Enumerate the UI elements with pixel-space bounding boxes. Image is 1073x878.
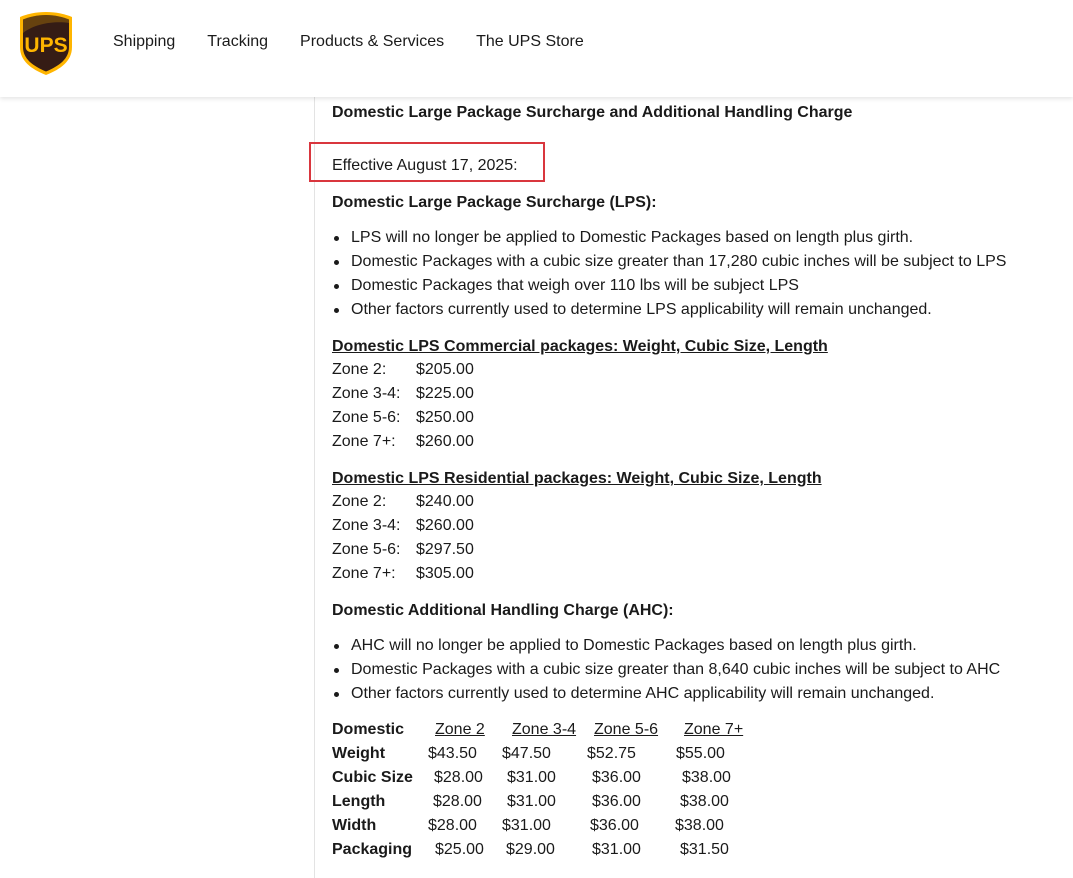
table-cell: $28.00 <box>428 817 477 834</box>
ups-logo[interactable] <box>19 11 73 76</box>
page-title: Domestic Large Package Surcharge and Additional Handling Charge <box>332 104 853 121</box>
table-cell: $55.00 <box>676 745 725 762</box>
zone-label: Zone 5-6: <box>332 409 401 426</box>
zone-label: Zone 7+: <box>332 433 396 450</box>
nav-shipping[interactable]: Shipping <box>113 33 176 50</box>
list-item: Domestic Packages that weigh over 110 lbs will be subject LPS <box>331 274 1006 298</box>
zone-price: $250.00 <box>416 409 474 426</box>
list-item: Other factors currently used to determine LPS applicability will remain unchanged. <box>331 298 1006 322</box>
table-cell: $29.00 <box>506 841 555 858</box>
table-cell: $36.00 <box>590 817 639 834</box>
effective-date: Effective August 17, 2025: <box>332 157 518 174</box>
zone-price: $297.50 <box>416 541 474 558</box>
table-cell: $28.00 <box>433 793 482 810</box>
table-row <box>332 742 758 766</box>
rate-row <box>332 514 474 538</box>
nav-tracking[interactable]: Tracking <box>207 33 269 50</box>
residential-rates-list <box>332 490 474 586</box>
rate-row <box>332 382 474 406</box>
list-item: Domestic Packages with a cubic size greater than 8,640 cubic inches will be subject to AHC <box>331 658 1000 682</box>
table-cell: $31.00 <box>507 769 556 786</box>
table-cell: $36.00 <box>592 793 641 810</box>
main-nav <box>113 32 616 52</box>
zone-label: Zone 3-4: <box>332 517 401 534</box>
list-item: Other factors currently used to determine AHC applicability will remain unchanged. <box>331 682 1000 706</box>
table-cell: $28.00 <box>434 769 483 786</box>
rate-row <box>332 562 474 586</box>
zone-label: Zone 3-4: <box>332 385 401 402</box>
zone-header: Zone 3-4 <box>512 721 577 738</box>
table-cell: $43.50 <box>428 745 477 762</box>
lps-heading: Domestic Large Package Surcharge (LPS): <box>332 194 657 211</box>
rate-row <box>332 406 474 430</box>
zone-price: $260.00 <box>416 433 474 450</box>
table-cell: $38.00 <box>680 793 729 810</box>
table-row <box>332 838 758 862</box>
row-label: Length <box>332 793 386 810</box>
rate-row <box>332 358 474 382</box>
ahc-heading: Domestic Additional Handling Charge (AHC): <box>332 602 674 619</box>
table-cell: $36.00 <box>592 769 641 786</box>
zone-header: Zone 5-6 <box>594 721 659 738</box>
zone-header: Zone 7+ <box>684 721 744 738</box>
zone-price: $260.00 <box>416 517 474 534</box>
table-cell: $31.00 <box>502 817 551 834</box>
table-row <box>332 790 758 814</box>
row-label: Cubic Size <box>332 769 413 786</box>
zone-label: Zone 2: <box>332 361 387 378</box>
table-row <box>332 766 758 790</box>
list-item: LPS will no longer be applied to Domestic Packages based on length plus girth. <box>331 226 1006 250</box>
nav-products-services[interactable]: Products & Services <box>300 33 445 50</box>
zone-price: $205.00 <box>416 361 474 378</box>
table-cell: $47.50 <box>502 745 551 762</box>
zone-header: Zone 2 <box>435 721 485 738</box>
list-item: Domestic Packages with a cubic size greater than 17,280 cubic inches will be subject to LPS <box>331 250 1006 274</box>
rate-row <box>332 490 474 514</box>
table-cell: $31.00 <box>507 793 556 810</box>
zone-price: $305.00 <box>416 565 474 582</box>
table-header-row <box>332 718 758 742</box>
zone-label: Zone 2: <box>332 493 387 510</box>
commercial-rates-list <box>332 358 474 454</box>
residential-rates-heading: Domestic LPS Residential packages: Weight, Cubic Size, Length <box>332 470 822 487</box>
table-cell: $31.50 <box>680 841 729 858</box>
table-row <box>332 814 758 838</box>
row-label: Width <box>332 817 377 834</box>
lps-bullet-list <box>331 226 1006 322</box>
site-header <box>0 0 1073 97</box>
table-corner-label: Domestic <box>332 721 405 738</box>
nav-ups-store[interactable]: The UPS Store <box>476 33 584 50</box>
table-cell: $31.00 <box>592 841 641 858</box>
rate-row <box>332 430 474 454</box>
row-label: Packaging <box>332 841 413 858</box>
zone-price: $225.00 <box>416 385 474 402</box>
content-divider <box>314 97 315 878</box>
table-cell: $25.00 <box>435 841 484 858</box>
rate-row <box>332 538 474 562</box>
list-item: AHC will no longer be applied to Domestic Packages based on length plus girth. <box>331 634 1000 658</box>
commercial-rates-heading: Domestic LPS Commercial packages: Weight, Cubic Size, Length <box>332 338 828 355</box>
table-cell: $38.00 <box>675 817 724 834</box>
row-label: Weight <box>332 745 386 762</box>
zone-label: Zone 7+: <box>332 565 396 582</box>
table-cell: $52.75 <box>587 745 636 762</box>
ahc-bullet-list <box>331 634 1000 706</box>
ahc-rate-table <box>332 718 758 862</box>
table-cell: $38.00 <box>682 769 731 786</box>
zone-price: $240.00 <box>416 493 474 510</box>
zone-label: Zone 5-6: <box>332 541 401 558</box>
logo-text: UPS <box>24 34 68 57</box>
